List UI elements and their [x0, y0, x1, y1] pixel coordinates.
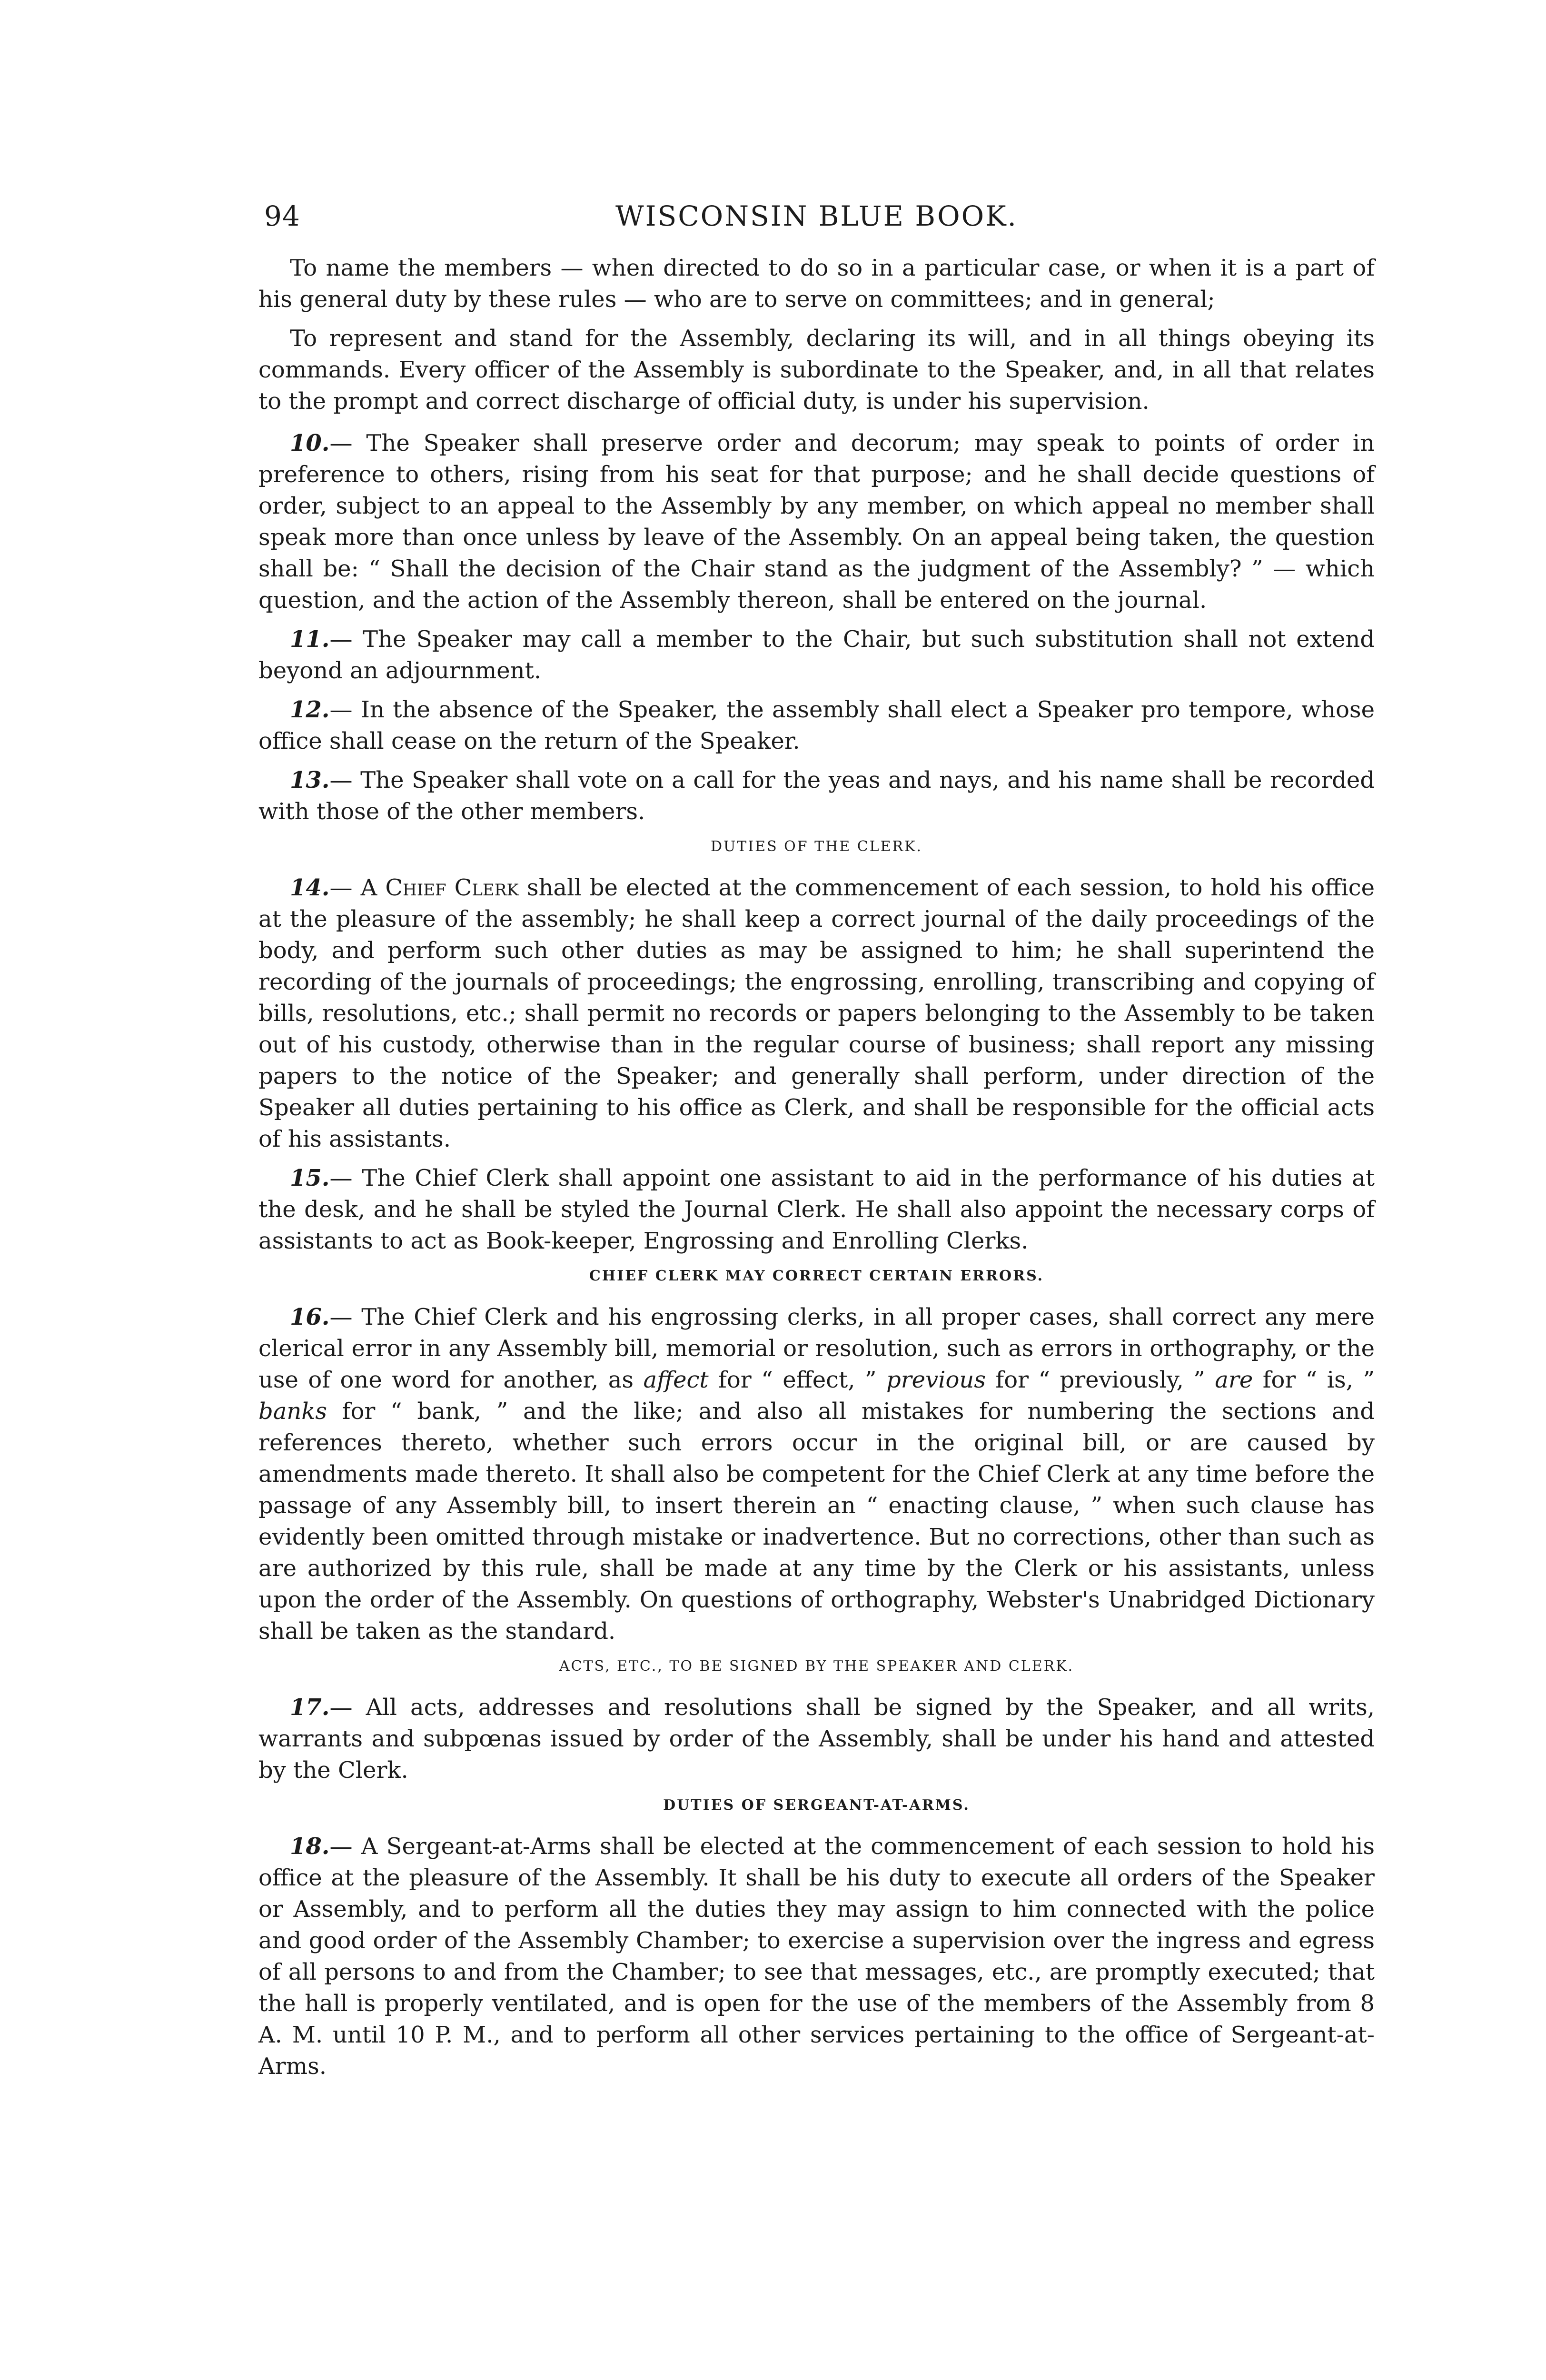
body-text — [258, 252, 1375, 2082]
rule-16 — [258, 1301, 1375, 1647]
rule-text-part: — The Chief Clerk and his engrossing clerks, in all proper cases, shall correct any mere clerical error in any Assembly bill, memorial or resolution, such as errors in orthography, or the use of one word for another, as — [258, 1304, 1375, 1393]
rule-text: — The Speaker shall preserve order and decorum; may speak to points of order in preference to others, rising from his seat for that purpose; and he shall decide questions of order, subject to an appeal to the Assembly by any member, on which appeal no member shall speak more than once unless by leave of the Assembly. On an appeal being taken, the question shall be: “ Shall the decision of the Chair stand as the judgment of the Assembly? ” — which question, and the action of the Assembly thereon, shall be entered on the journal. — [258, 430, 1375, 614]
paragraph-name-members: To name the members — when directed to do so in a particular case, or when it is a part of his general duty by these rules — who are to serve on committees; and in general; — [258, 255, 1375, 313]
rule-text: — The Chief Clerk shall appoint one assistant to aid in the performance of his duties at the desk, and he shall be styled the Journal Clerk. He shall also appoint the necessary corps of assistants to act as Book-keeper, Engrossing and Enrolling Clerks. — [258, 1165, 1375, 1254]
section-heading-duties-of-clerk: DUTIES OF THE CLERK. — [710, 838, 923, 855]
rule-text: — A Sergeant-at-Arms shall be elected at the commencement of each session to hold his office at the pleasure of the Assembly. It shall be his duty to execute all orders of the Speaker or Assembly, and to perform all the duties they may assign to him connected with the police and good order of the Assembly Chamber; to exercise a supervision over the ingress and egress of all persons to and from the Chamber; to see that messages, etc., are promptly executed; that the hall is properly ventilated, and is open for the use of the members of the Assembly from 8 A. M. until 10 P. M., and to perform all other services pertaining to the office of Sergeant-at-Arms. — [258, 1833, 1375, 2080]
rule-number: 11. — [290, 626, 330, 653]
rule-10 — [258, 427, 1375, 616]
book-title: WISCONSIN BLUE BOOK. — [615, 200, 1018, 232]
italic-word: previous — [886, 1367, 986, 1393]
rule-text: — The Speaker shall vote on a call for the yeas and nays, and his name shall be recorded with those of the other members. — [258, 767, 1375, 825]
rule-17 — [258, 1692, 1375, 1786]
italic-word: are — [1215, 1367, 1253, 1393]
rule-number: 15. — [290, 1165, 330, 1191]
rule-text: — The Speaker may call a member to the Chair, but such substitution shall not extend beyond an adjournment. — [258, 626, 1375, 684]
rule-number: 14. — [290, 874, 330, 901]
chief-clerk-smallcaps: Chief Clerk — [385, 874, 519, 901]
rule-text-part: for “ previously, ” — [985, 1367, 1215, 1393]
rule-number: 17. — [290, 1694, 330, 1721]
rule-text-part: for “ is, ” — [1253, 1367, 1375, 1393]
rule-text: — All acts, addresses and resolutions shall be signed by the Speaker, and all writs, warrants and subpœnas issued by order of the Assembly, shall be under his hand and attested by the Clerk. — [258, 1694, 1375, 1784]
italic-word: affect — [643, 1367, 709, 1393]
rule-number: 10. — [290, 430, 330, 456]
rule-text-part: for “ effect, ” — [708, 1367, 886, 1393]
rule-11 — [258, 624, 1375, 686]
rule-18 — [258, 1831, 1375, 2082]
rule-number: 16. — [290, 1304, 330, 1330]
rule-14 — [258, 872, 1375, 1155]
rule-12 — [258, 694, 1375, 757]
rule-text-part: for “ bank, ” and the like; and also all mistakes for numbering the sections and references thereto, whether such errors occur in the original bill, or are caused by amendments made thereto. It shall also be competent for the Chief Clerk at any time before the passage of any Assembly bill, to insert therein an “ enacting clause, ” when such clause has evidently been omitted through mistake or inadvertence. But no corrections, other than such as are authorized by this rule, shall be made at any time by the Clerk or his assistants, unless upon the order of the Assembly. On questions of orthography, Webster's Unabridged Dictionary shall be taken as the standard. — [258, 1398, 1375, 1645]
rule-dash: — A — [329, 874, 386, 901]
italic-word: banks — [258, 1398, 327, 1425]
rule-text: shall be elected at the commencement of each session, to hold his office at the pleasure of the assembly; he shall keep a correct journal of the daily proceedings of the body, and perform such other duties as may be assigned to him; he shall superintend the recording of the journals of proceedings; the engrossing, enrolling, transcribing and copying of bills, resolutions, etc.; shall permit no records or papers belonging to the Assembly to be taken out of his custody, otherwise than in the regular course of business; shall report any missing papers to the notice of the Speaker; and generally shall perform, under direction of the Speaker all duties pertaining to his office as Clerk, and shall be responsible for the official acts of his assistants. — [258, 874, 1375, 1152]
rule-15 — [258, 1162, 1375, 1257]
section-heading-acts-signed: ACTS, ETC., TO BE SIGNED BY THE SPEAKER AND CLERK. — [559, 1658, 1074, 1675]
rule-number: 12. — [290, 696, 330, 723]
document-page — [258, 200, 1375, 2090]
rule-13 — [258, 764, 1375, 827]
rule-number: 18. — [290, 1833, 330, 1860]
section-heading-correct-errors: CHIEF CLERK MAY CORRECT CERTAIN ERRORS. — [589, 1268, 1044, 1284]
page-number: 94 — [264, 200, 300, 232]
running-head — [258, 200, 1375, 252]
rule-text: — In the absence of the Speaker, the assembly shall elect a Speaker pro tempore, whose office shall cease on the return of the Speaker. — [258, 696, 1375, 754]
rule-number: 13. — [290, 767, 330, 793]
section-heading-sergeant-at-arms: DUTIES OF SERGEANT-AT-ARMS. — [663, 1797, 970, 1814]
paragraph-represent-assembly: To represent and stand for the Assembly, declaring its will, and in all things obeying its commands. Every officer of the Assembly is subordinate to the Speaker, and, in all that relates to the prompt and correct discharge of official duty, is under his supervision. — [258, 325, 1375, 415]
